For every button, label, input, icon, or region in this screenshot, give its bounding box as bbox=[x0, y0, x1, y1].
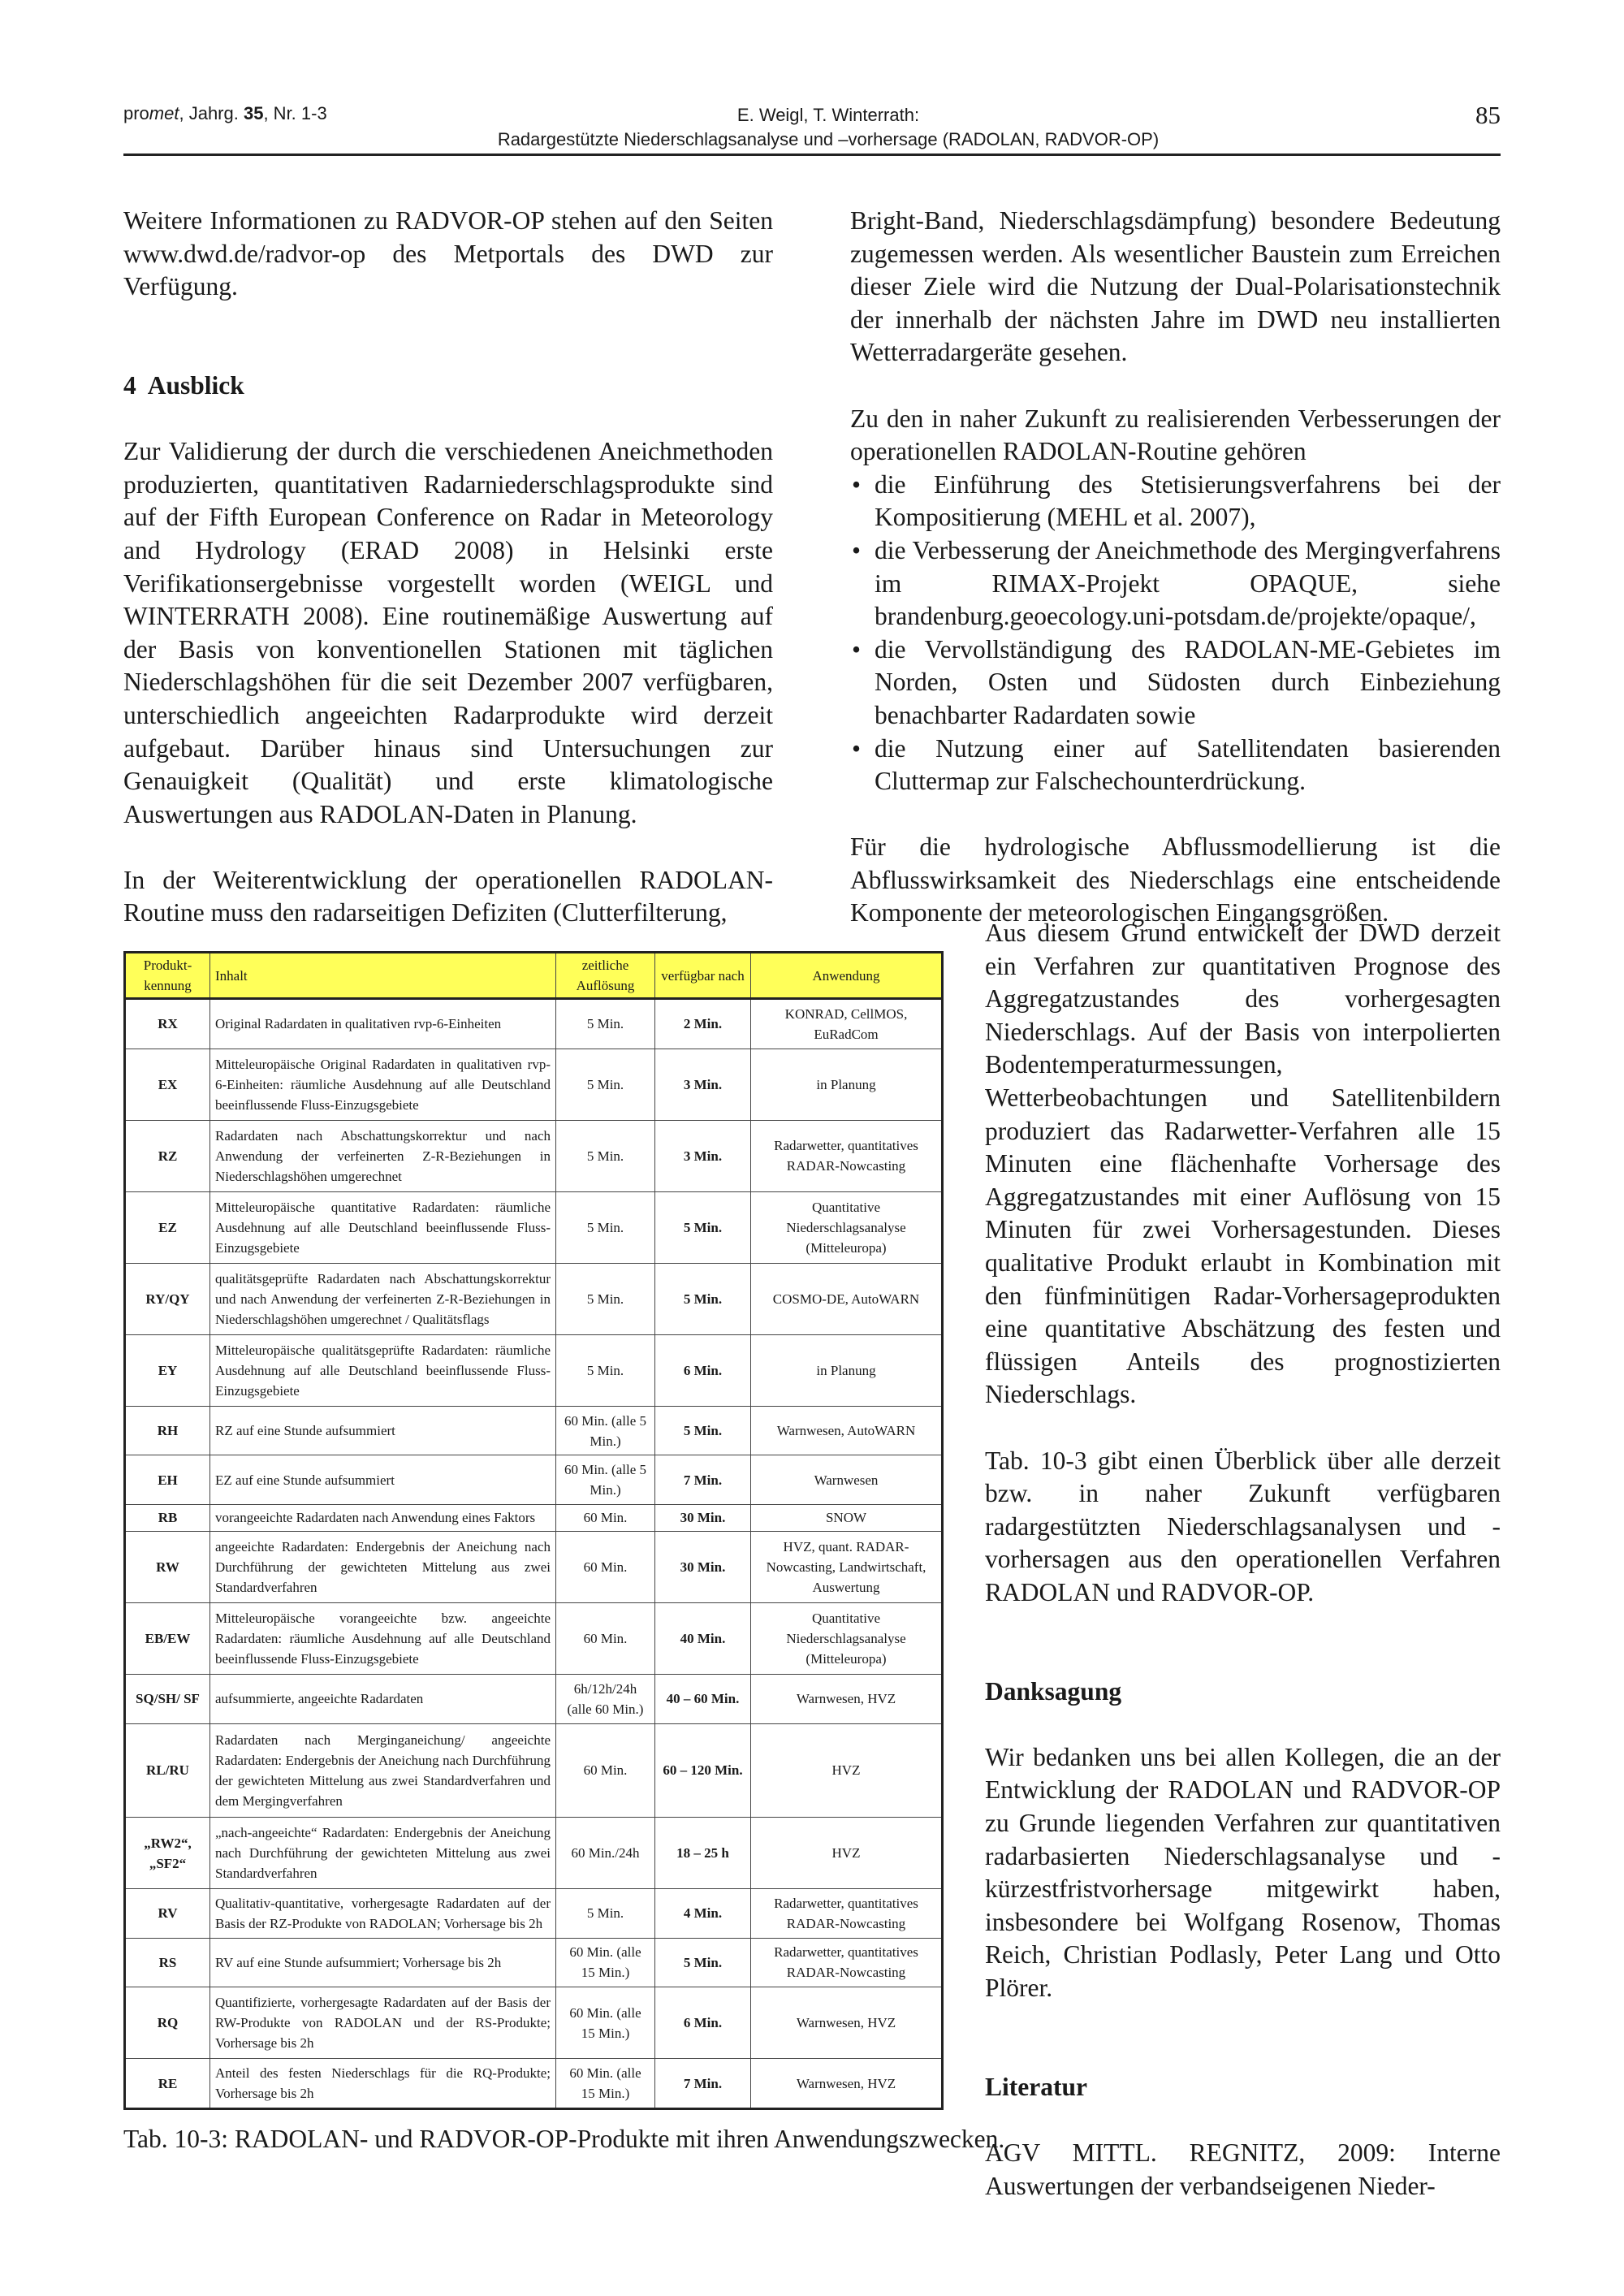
left-column bbox=[123, 205, 773, 930]
spacer bbox=[123, 403, 773, 436]
spacer bbox=[985, 2104, 1501, 2137]
cell-anwendung: Radarwetter, quantitatives RADAR-Nowcasting bbox=[751, 1889, 943, 1939]
table-row bbox=[125, 1120, 943, 1191]
cell-aufloesung: 5 Min. bbox=[556, 1049, 655, 1120]
table-row bbox=[125, 1531, 943, 1602]
cell-verfuegbar: 5 Min. bbox=[655, 1938, 751, 1987]
header-title: Radargestützte Niederschlagsanalyse und –vorhersage (RADOLAN, RADVOR-OP) bbox=[497, 129, 1160, 149]
list-item bbox=[850, 733, 1501, 798]
spacer bbox=[985, 1609, 1501, 1642]
cell-anwendung: Quantitative Niederschlagsanalyse (Mitteleuropa) bbox=[751, 1602, 943, 1674]
spacer bbox=[985, 1412, 1501, 1445]
journal-volume: 35 bbox=[243, 103, 264, 123]
spacer bbox=[850, 370, 1501, 403]
cell-inhalt: Qualitativ-quantitative, vorhergesagte Radardaten auf der Basis der RZ-Produkte von RADOLAN; Vorhersage bis 2h bbox=[210, 1889, 556, 1939]
cell-anwendung: KONRAD, CellMOS, EuRadCom bbox=[751, 999, 943, 1049]
cell-kennung: EZ bbox=[125, 1191, 210, 1263]
cell-inhalt: Radardaten nach Merginganeichung/ angeeichte Radardaten: Endergebnis der Aneichung nach Durchführung der gewichteten Mittelung aus zwei Standardverfahren und dem Mergingverfahren bbox=[210, 1723, 556, 1818]
cell-anwendung: COSMO-DE, AutoWARN bbox=[751, 1263, 943, 1334]
bullet-icon: • bbox=[852, 634, 862, 664]
cell-inhalt: Mitteleuropäische vorangeeichte bzw. angeeichte Radardaten: räumliche Ausdehnung auf alle Deutschland beeinflussende Fluss-Einzugsgebiete bbox=[210, 1602, 556, 1674]
table-row bbox=[125, 1938, 943, 1987]
cell-anwendung: Warnwesen, HVZ bbox=[751, 1675, 943, 1724]
cell-kennung: EB/EW bbox=[125, 1602, 210, 1674]
table-row bbox=[125, 1818, 943, 1889]
cell-anwendung: HVZ, quant. RADAR-Nowcasting, Landwirtschaft, Auswertung bbox=[751, 1531, 943, 1602]
cell-anwendung: SNOW bbox=[751, 1504, 943, 1531]
cell-anwendung: Warnwesen, HVZ bbox=[751, 1987, 943, 2059]
cell-kennung: RZ bbox=[125, 1120, 210, 1191]
cell-inhalt: Mitteleuropäische Original Radardaten in qualitativen rvp-6-Einheiten: räumliche Ausdehnung auf alle Deutschland beeinflussende Fluss-Einzugsgebiete bbox=[210, 1049, 556, 1120]
cell-inhalt: „nach-angeeichte“ Radardaten: Endergebnis der Aneichung nach Durchführung der gewichteten Mittelung aus zwei Standardverfahren bbox=[210, 1818, 556, 1889]
cell-inhalt: Radardaten nach Abschattungskorrektur und nach Anwendung der verfeinerten Z-R-Beziehungen in Niederschlagshöhen umgerechnet bbox=[210, 1120, 556, 1191]
cell-aufloesung: 5 Min. bbox=[556, 1263, 655, 1334]
body-paragraph: Für die hydrologische Abflussmodellierung ist die Abflusswirksamkeit des Niederschlags eine entscheidende Komponente der meteorologischen Eingangsgrößen. bbox=[850, 832, 1501, 927]
cell-anwendung: Radarwetter, quantitatives RADAR-Nowcasting bbox=[751, 1120, 943, 1191]
cell-aufloesung: 60 Min./24h bbox=[556, 1818, 655, 1889]
table-row bbox=[125, 2059, 943, 2109]
journal-header bbox=[123, 103, 327, 124]
header-inhalt: Inhalt bbox=[210, 953, 556, 999]
body-paragraph: In der Weiterentwicklung der operationellen RADOLAN-Routine muss den radarseitigen Defiziten (Clutterfilterung, bbox=[123, 865, 773, 927]
spacer bbox=[985, 1642, 1501, 1676]
spacer bbox=[985, 2038, 1501, 2071]
acknowledgement-heading: Danksagung bbox=[985, 1676, 1122, 1706]
bullet-icon: • bbox=[852, 469, 862, 499]
cell-aufloesung: 60 Min. bbox=[556, 1504, 655, 1531]
cell-verfuegbar: 3 Min. bbox=[655, 1120, 751, 1191]
cell-kennung: RB bbox=[125, 1504, 210, 1531]
cell-verfuegbar: 2 Min. bbox=[655, 999, 751, 1049]
cell-aufloesung: 60 Min. (alle 5 Min.) bbox=[556, 1455, 655, 1505]
table-row bbox=[125, 1602, 943, 1674]
list-item-text: die Verbesserung der Aneichmethode des Mergingverfahrens im RIMAX-Projekt OPAQUE, siehe brandenburg.geoecology.uni-potsdam.de/projekte/opaque/, bbox=[875, 535, 1501, 631]
cell-anwendung: Warnwesen bbox=[751, 1455, 943, 1505]
table-row bbox=[125, 1889, 943, 1939]
header-authors: E. Weigl, T. Winterrath: bbox=[736, 105, 920, 125]
cell-verfuegbar: 40 – 60 Min. bbox=[655, 1675, 751, 1724]
table-caption: Tab. 10-3: RADOLAN- und RADVOR-OP-Produkte mit ihren Anwendungszwecken. bbox=[123, 2125, 1005, 2153]
cell-anwendung: in Planung bbox=[751, 1334, 943, 1406]
spacer bbox=[123, 336, 773, 370]
cell-kennung: RH bbox=[125, 1406, 210, 1455]
header-anwendung: Anwendung bbox=[751, 953, 943, 999]
cell-anwendung: HVZ bbox=[751, 1723, 943, 1818]
cell-aufloesung: 60 Min. (alle 15 Min.) bbox=[556, 2059, 655, 2109]
cell-verfuegbar: 6 Min. bbox=[655, 1987, 751, 2059]
cell-verfuegbar: 40 Min. bbox=[655, 1602, 751, 1674]
body-paragraph: Zur Validierung der durch die verschiedenen Aneichmethoden produzierten, quantitativen Radarniederschlagsprodukte sind auf der Fifth European Conference on Radar in Meteorology and Hydrology (ERAD 2008) in Helsinki erste Verifikationsergebnisse vorgestellt worden (WEIGL und WINTERRATH 2008). Eine routinemäßige Auswertung auf der Basis von konventionellen Stationen mit täglichen Niederschlagshöhen für die seit Dezember 2007 verfügbaren, unterschiedlich angeeichten Radarprodukte wird derzeit aufgebaut. Darüber hinaus sind Untersuchungen zur Genauigkeit (Qualität) und erste klimatologische Auswertungen aus RADOLAN-Daten in Planung. bbox=[123, 437, 773, 828]
cell-anwendung: Warnwesen, AutoWARN bbox=[751, 1406, 943, 1455]
table-row bbox=[125, 1191, 943, 1263]
cell-verfuegbar: 5 Min. bbox=[655, 1406, 751, 1455]
table-row bbox=[125, 1406, 943, 1455]
cell-verfuegbar: 4 Min. bbox=[655, 1889, 751, 1939]
cell-kennung: RE bbox=[125, 2059, 210, 2109]
table-row bbox=[125, 1334, 943, 1406]
cell-anwendung: Warnwesen, HVZ bbox=[751, 2059, 943, 2109]
cell-verfuegbar: 30 Min. bbox=[655, 1531, 751, 1602]
page-number: 85 bbox=[1475, 101, 1501, 129]
cell-kennung: EY bbox=[125, 1334, 210, 1406]
article-header bbox=[455, 103, 1202, 152]
cell-verfuegbar: 5 Min. bbox=[655, 1263, 751, 1334]
right-column bbox=[850, 205, 1501, 930]
bullet-icon: • bbox=[852, 733, 862, 763]
cell-kennung: RY/QY bbox=[125, 1263, 210, 1334]
cell-verfuegbar: 3 Min. bbox=[655, 1049, 751, 1120]
body-paragraph: Tab. 10-3 gibt einen Überblick über alle derzeit bzw. in naher Zukunft verfügbaren radargestützten Niederschlagsanalysen und -vorhersagen aus den operationellen Verfahren RADOLAN und RADVOR-OP. bbox=[985, 1446, 1501, 1606]
cell-inhalt: Quantifizierte, vorhergesagte Radardaten auf der Basis der RW-Produkte von RADOLAN und der RS-Produkte; Vorhersage bis 2h bbox=[210, 1987, 556, 2059]
cell-aufloesung: 6h/12h/24h (alle 60 Min.) bbox=[556, 1675, 655, 1724]
cell-kennung: RV bbox=[125, 1889, 210, 1939]
cell-verfuegbar: 18 – 25 h bbox=[655, 1818, 751, 1889]
cell-verfuegbar: 6 Min. bbox=[655, 1334, 751, 1406]
cell-inhalt: Original Radardaten in qualitativen rvp-6-Einheiten bbox=[210, 999, 556, 1049]
cell-kennung: „RW2“, „SF2“ bbox=[125, 1818, 210, 1889]
cell-aufloesung: 5 Min. bbox=[556, 1889, 655, 1939]
cell-inhalt: Mitteleuropäische quantitative Radardaten: räumliche Ausdehnung auf alle Deutschland beeinflussende Fluss-Einzugsgebiete bbox=[210, 1191, 556, 1263]
list-item-text: die Nutzung einer auf Satellitendaten basierenden Cluttermap zur Falschechounterdrückung. bbox=[875, 733, 1501, 796]
list-item-text: die Vervollständigung des RADOLAN-ME-Gebietes im Norden, Osten und Südosten durch Einbeziehung benachbarter Radardaten sowie bbox=[875, 634, 1501, 729]
cell-kennung: RX bbox=[125, 999, 210, 1049]
table-row bbox=[125, 999, 943, 1049]
cell-inhalt: Anteil des festen Niederschlags für die RQ-Produkte; Vorhersage bis 2h bbox=[210, 2059, 556, 2109]
cell-inhalt: vorangeeichte Radardaten nach Anwendung eines Faktors bbox=[210, 1504, 556, 1531]
body-paragraph: Bright-Band, Niederschlagsdämpfung) besondere Bedeutung zugemessen werden. Als wesentlicher Baustein zum Erreichen dieser Ziele wird die Nutzung der Dual-Polarisationstechnik der innerhalb der nächsten Jahre im DWD neu installierten Wetterradargeräte gesehen. bbox=[850, 206, 1501, 367]
header-rule bbox=[123, 153, 1501, 156]
spacer bbox=[123, 304, 773, 337]
intro-paragraph: Weitere Informationen zu RADVOR-OP stehen auf den Seiten www.dwd.de/radvor-op des Metportals des DWD zur Verfügung. bbox=[123, 206, 773, 301]
header-kennung: Produkt-kennung bbox=[125, 953, 210, 999]
literature-entry: AGV MITTL. REGNITZ, 2009: Interne Auswertungen der verbandseigenen Nieder- bbox=[985, 2138, 1501, 2200]
cell-anwendung: HVZ bbox=[751, 1818, 943, 1889]
improvement-list bbox=[850, 469, 1501, 798]
cell-inhalt: aufsummierte, angeeichte Radardaten bbox=[210, 1675, 556, 1724]
table-row bbox=[125, 1455, 943, 1505]
cell-aufloesung: 5 Min. bbox=[556, 999, 655, 1049]
cell-verfuegbar: 30 Min. bbox=[655, 1504, 751, 1531]
cell-inhalt: RV auf eine Stunde aufsummiert; Vorhersage bis 2h bbox=[210, 1938, 556, 1987]
cell-aufloesung: 5 Min. bbox=[556, 1334, 655, 1406]
cell-kennung: RW bbox=[125, 1531, 210, 1602]
cell-inhalt: RZ auf eine Stunde aufsummiert bbox=[210, 1406, 556, 1455]
table-row bbox=[125, 1675, 943, 1724]
cell-verfuegbar: 7 Min. bbox=[655, 2059, 751, 2109]
cell-verfuegbar: 7 Min. bbox=[655, 1455, 751, 1505]
table-row bbox=[125, 1263, 943, 1334]
header-aufloesung: zeitliche Auflösung bbox=[556, 953, 655, 999]
cell-inhalt: Mitteleuropäische qualitätsgeprüfte Radardaten: räumliche Ausdehnung auf alle Deutschland beeinflussende Fluss-Einzugsgebiete bbox=[210, 1334, 556, 1406]
journal-issue: , Nr. 1-3 bbox=[263, 103, 327, 123]
list-item bbox=[850, 534, 1501, 633]
cell-kennung: SQ/SH/ SF bbox=[125, 1675, 210, 1724]
cell-inhalt: angeeichte Radardaten: Endergebnis der Aneichung nach Durchführung der gewichteten Mittelung aus zwei Standardverfahren bbox=[210, 1531, 556, 1602]
list-intro: Zu den in naher Zukunft zu realisierenden Verbesserungen der operationellen RADOLAN-Routine gehören bbox=[850, 404, 1501, 466]
table-row bbox=[125, 1049, 943, 1120]
cell-verfuegbar: 5 Min. bbox=[655, 1191, 751, 1263]
cell-aufloesung: 60 Min. (alle 5 Min.) bbox=[556, 1406, 655, 1455]
cell-aufloesung: 60 Min. bbox=[556, 1602, 655, 1674]
bullet-icon: • bbox=[852, 535, 862, 564]
cell-verfuegbar: 60 – 120 Min. bbox=[655, 1723, 751, 1818]
journal-italic: met bbox=[149, 103, 179, 123]
spacer bbox=[850, 798, 1501, 832]
cell-aufloesung: 60 Min. (alle 15 Min.) bbox=[556, 1987, 655, 2059]
cell-kennung: RQ bbox=[125, 1987, 210, 2059]
header-verfuegbar: verfügbar nach bbox=[655, 953, 751, 999]
cell-inhalt: EZ auf eine Stunde aufsummiert bbox=[210, 1455, 556, 1505]
section-heading: 4 Ausblick bbox=[123, 370, 244, 400]
journal-prefix: pro bbox=[123, 103, 149, 123]
cell-kennung: RS bbox=[125, 1938, 210, 1987]
table-header-row bbox=[125, 953, 943, 999]
list-item bbox=[850, 633, 1501, 733]
table-row bbox=[125, 1987, 943, 2059]
spacer bbox=[985, 1708, 1501, 1741]
cell-aufloesung: 60 Min. bbox=[556, 1531, 655, 1602]
table-row bbox=[125, 1504, 943, 1531]
literature-heading: Literatur bbox=[985, 2072, 1087, 2101]
acknowledgement-text: Wir bedanken uns bei allen Kollegen, die an der Entwicklung der RADOLAN und RADVOR-OP zu Grunde liegenden Verfahren zur quantitativen radarbasierten Niederschlagsanalyse und -kürzestfristvorhersage mitgewirkt haben, insbesondere bei Wolfgang Rosenow, Thomas Reich, Christian Podlasly, Peter Lang und Otto Plörer. bbox=[985, 1742, 1501, 2002]
product-table bbox=[123, 951, 944, 2110]
cell-aufloesung: 60 Min. (alle 15 Min.) bbox=[556, 1938, 655, 1987]
table-body bbox=[125, 999, 943, 2109]
spacer bbox=[985, 2005, 1501, 2039]
cell-anwendung: Radarwetter, quantitatives RADAR-Nowcasting bbox=[751, 1938, 943, 1987]
table-row bbox=[125, 1723, 943, 1818]
cell-inhalt: qualitätsgeprüfte Radardaten nach Abschattungskorrektur und nach Anwendung der verfeinerten Z-R-Beziehungen in Niederschlagshöhen umgerechnet / Qualitätsflags bbox=[210, 1263, 556, 1334]
journal-rest: , Jahrg. bbox=[179, 103, 244, 123]
cell-kennung: RL/RU bbox=[125, 1723, 210, 1818]
cell-aufloesung: 5 Min. bbox=[556, 1191, 655, 1263]
cell-aufloesung: 5 Min. bbox=[556, 1120, 655, 1191]
cell-anwendung: in Planung bbox=[751, 1049, 943, 1120]
list-item bbox=[850, 469, 1501, 534]
cell-kennung: EX bbox=[125, 1049, 210, 1120]
right-column-lower bbox=[985, 917, 1501, 2203]
body-paragraph: Aus diesem Grund entwickelt der DWD derzeit ein Verfahren zur quantitativen Prognose des Aggregatzustandes des vorhergesagten Niederschlags. Auf der Basis von interpolierten Bodentemperaturmessungen, Wetterbeobachtungen und Satellitenbildern produziert das Radarwetter-Verfahren alle 15 Minuten eine flächenhafte Vorhersage des Aggregatzustandes mit einer Auflösung von 15 Minuten für zwei Vorhersagestunden. Dieses qualitative Produkt erlaubt in Kombination mit den fünfminütigen Radar-Vorhersageprodukten eine quantitative Abschätzung des festen und flüssigen Anteils des prognostizierten Niederschlags. bbox=[985, 919, 1501, 1409]
list-item-text: die Einführung des Stetisierungsverfahrens bei der Kompositierung (MEHL et al. 2007), bbox=[875, 469, 1501, 532]
cell-kennung: EH bbox=[125, 1455, 210, 1505]
cell-anwendung: Quantitative Niederschlagsanalyse (Mitteleuropa) bbox=[751, 1191, 943, 1263]
spacer bbox=[123, 831, 773, 864]
cell-aufloesung: 60 Min. bbox=[556, 1723, 655, 1818]
